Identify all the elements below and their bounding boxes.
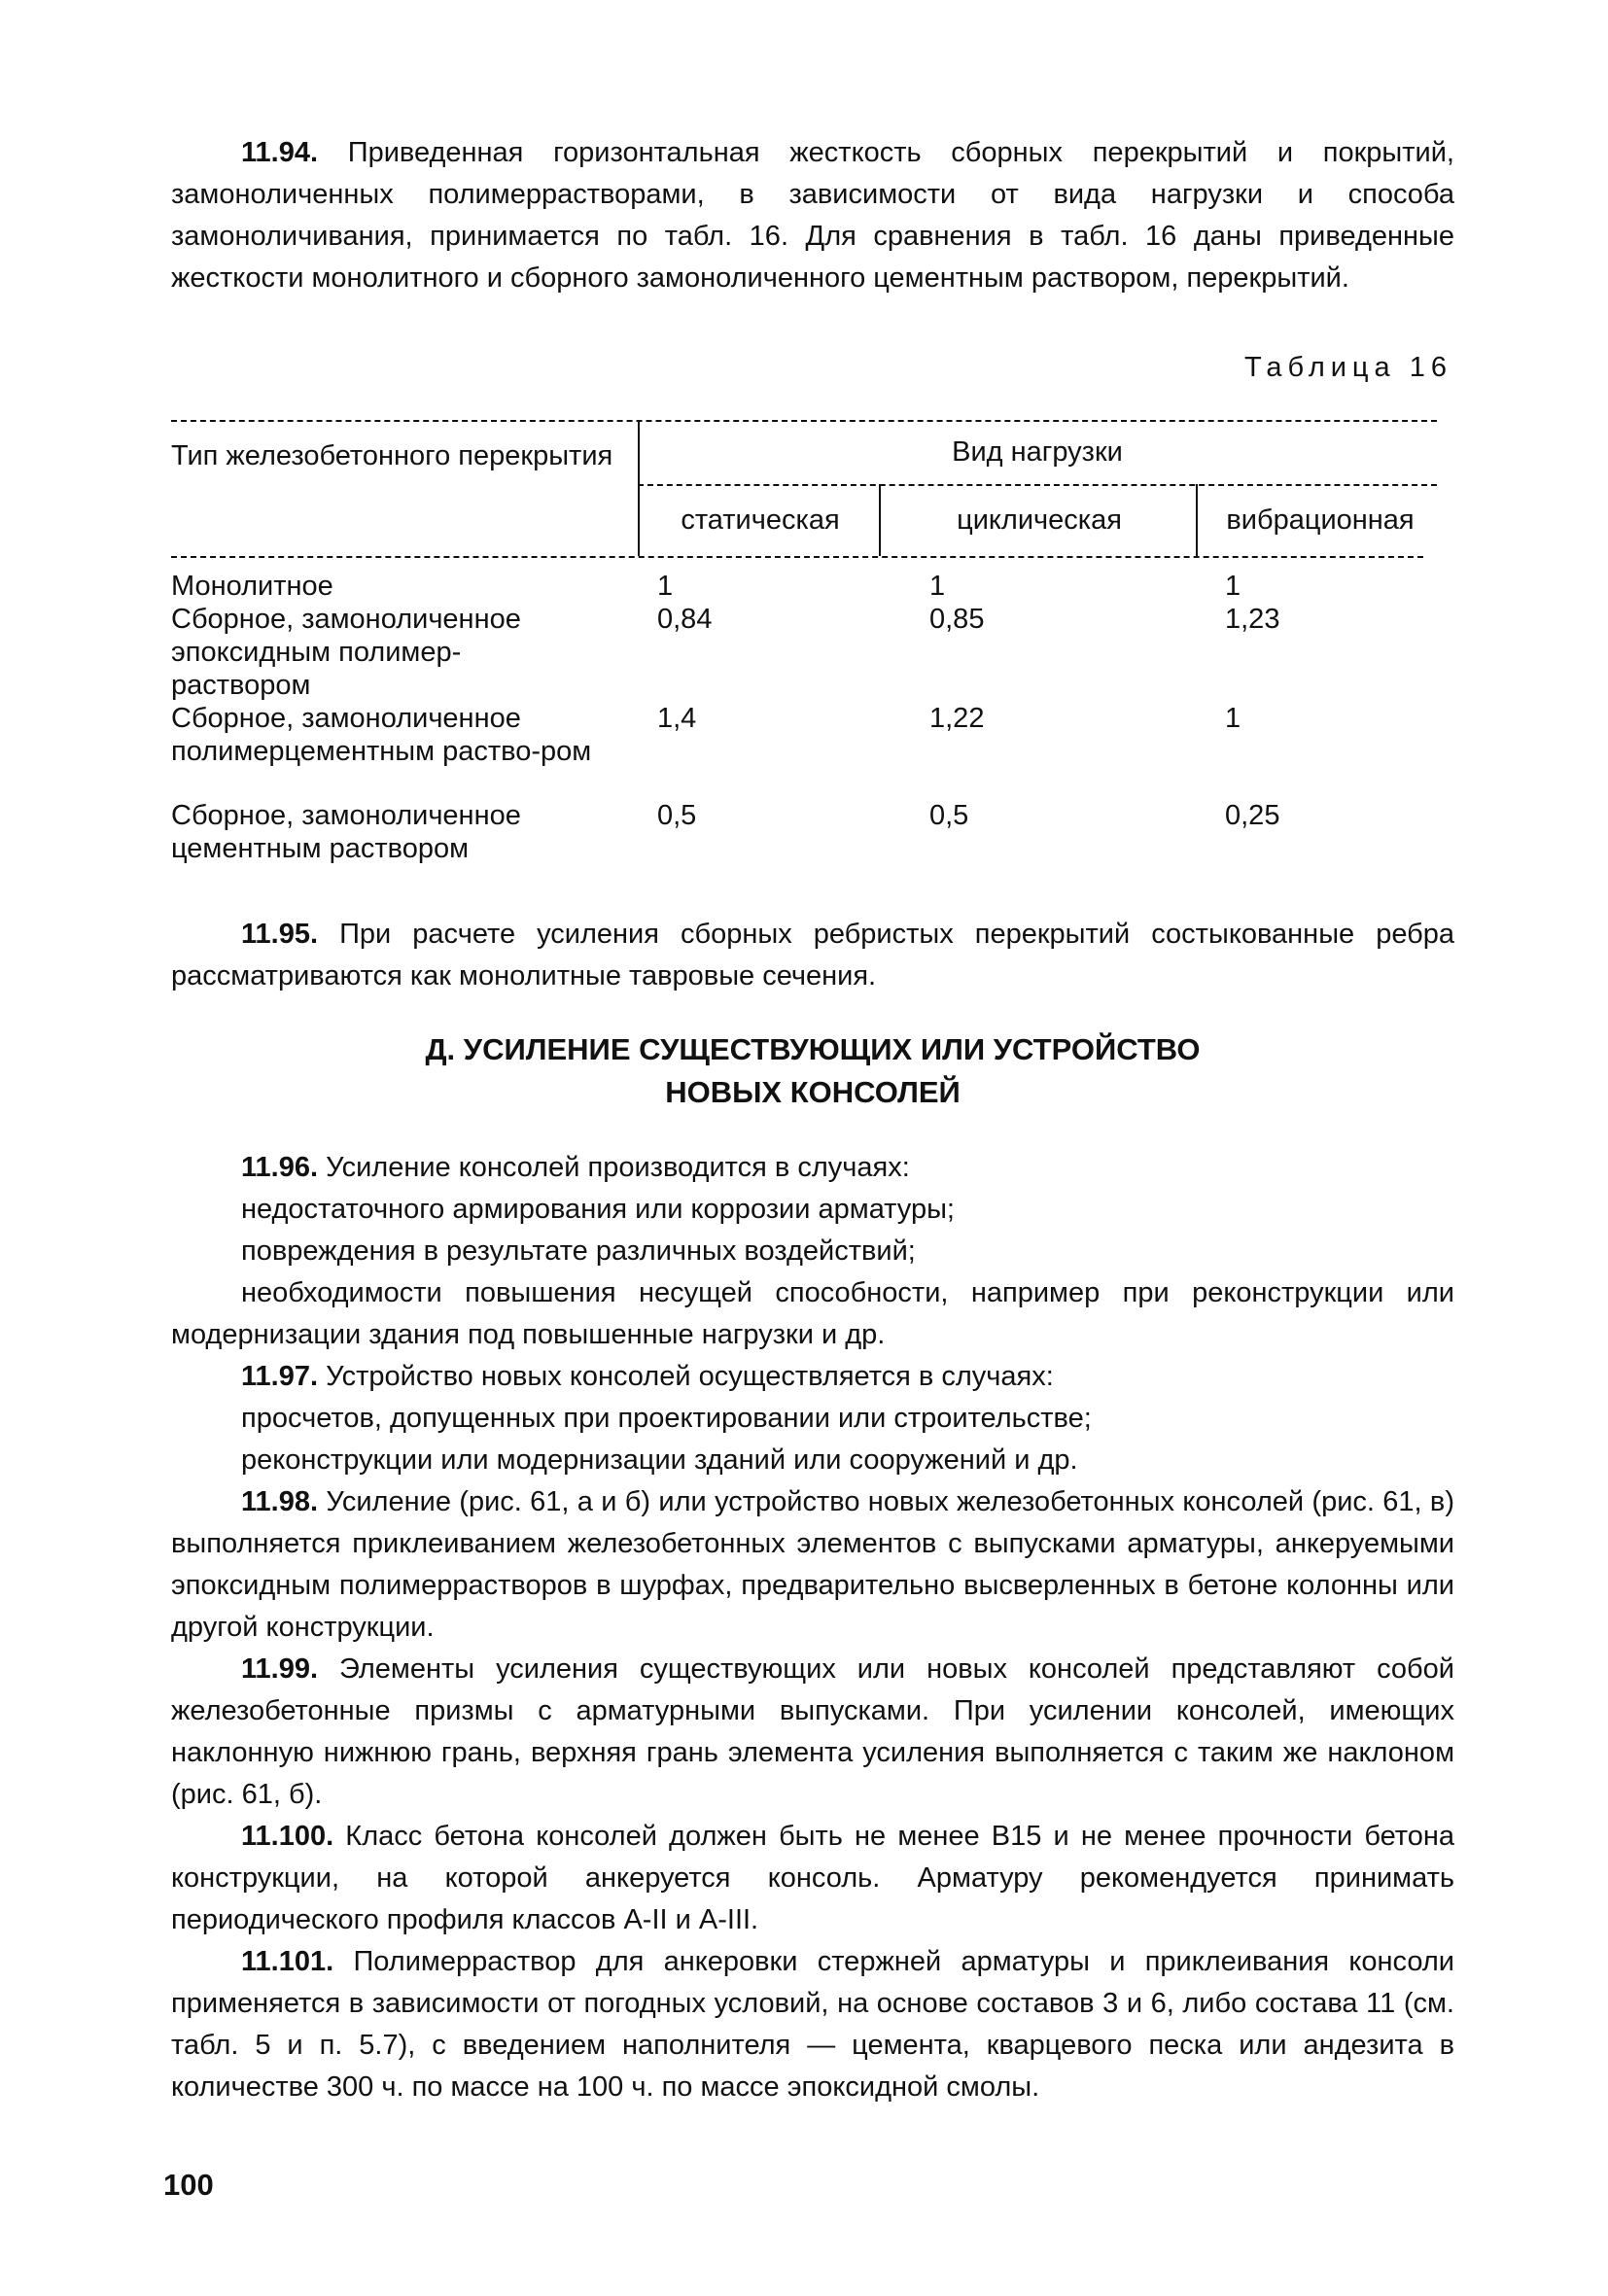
row-type: Сборное, замоноличенное эпоксидным полимер-раствором bbox=[171, 604, 521, 701]
row-static: 0,84 bbox=[657, 604, 713, 635]
paragraph-number: 11.99. bbox=[241, 1653, 319, 1685]
table-column-divider bbox=[1196, 484, 1198, 556]
paragraph-text: При расчете усиления сборных ребристых перекрытий состыкованные ребра рассматриваются как монолитные тавровые сечения. bbox=[171, 919, 1454, 991]
paragraph-text: Полимерраствор для анкеровки стержней арматуры и приклеивания консоли применяется в зависимости от погодных условий, на основе составов 3 и 6, либо состава 11 (см. табл. 5 и п. 5.7), с введением наполнителя — цемента, кварцевого песка или андезита в количестве 300 ч. по массе на 100 ч. по массе эпоксидной смолы. bbox=[171, 1946, 1454, 2103]
column-group-header: Вид нагрузки bbox=[952, 436, 1123, 468]
list-item: недостаточного армирования или коррозии арматуры; bbox=[241, 1194, 955, 1225]
table-header-rule bbox=[171, 556, 1423, 558]
column-header-vibration: вибрационная bbox=[1226, 504, 1415, 536]
row-cyclic: 0,5 bbox=[929, 800, 969, 831]
paragraph-11-96 bbox=[171, 1147, 1454, 2108]
paragraph-text: Усиление консолей производится в случаях: bbox=[326, 1152, 910, 1183]
section-title-line-1: Д. УСИЛЕНИЕ СУЩЕСТВУЮЩИХ ИЛИ УСТРОЙСТВО bbox=[425, 1032, 1201, 1066]
paragraph-11-97 bbox=[171, 1356, 1454, 1398]
row-cyclic: 1 bbox=[929, 571, 946, 602]
paragraph-text: Класс бетона консолей должен быть не менее В15 и не менее прочности бетона конструкции, на которой анкеруется консоль. Арматуру рекомендуется принимать периодического профиля классов А-II и А-III. bbox=[171, 1821, 1454, 1935]
paragraph-number: 11.96. bbox=[241, 1152, 319, 1183]
paragraph-number: 11.101. bbox=[241, 1946, 334, 1977]
row-static: 1 bbox=[657, 571, 674, 602]
paragraph-11-99 bbox=[171, 1649, 1454, 1816]
column-header-type: Тип железобетонного перекрытия bbox=[171, 440, 613, 471]
paragraph-number: 11.95. bbox=[241, 919, 319, 950]
table-column-divider bbox=[879, 484, 881, 556]
row-cyclic: 1,22 bbox=[929, 703, 985, 734]
table-16 bbox=[171, 420, 1456, 877]
paragraph-text: Усиление (рис. 61, а и б) или устройство новых железобетонных консолей (рис. 61, в) выполняется приклеиванием железобетонных элементов с выпусками арматуры, анкеруемыми эпоксидным полимеррастворов в шурфах, предварительно высверленных в бетоне колонны или другой конструкции. bbox=[171, 1486, 1454, 1643]
row-vibration: 1 bbox=[1225, 703, 1241, 734]
paragraph-number: 11.100. bbox=[241, 1821, 334, 1852]
section-title-line-2: НОВЫХ КОНСОЛЕЙ bbox=[665, 1075, 961, 1109]
paragraph-11-100 bbox=[171, 1816, 1454, 1941]
paragraph-11-95 bbox=[171, 914, 1454, 997]
list-item: реконструкции или модернизации зданий или сооружений и др. bbox=[241, 1444, 1078, 1476]
paragraph-11-94 bbox=[171, 132, 1454, 299]
table-group-rule bbox=[638, 484, 1437, 486]
list-item: повреждения в результате различных воздействий; bbox=[241, 1235, 916, 1267]
column-header-static: статическая bbox=[681, 504, 840, 536]
page-number: 100 bbox=[163, 2168, 214, 2202]
row-type: Сборное, замоноличенное полимерцементным раство-ром bbox=[171, 703, 592, 767]
row-vibration: 1,23 bbox=[1225, 604, 1280, 635]
table-top-rule bbox=[171, 420, 1437, 422]
paragraph-11-98 bbox=[171, 1481, 1454, 1649]
row-type: Сборное, замоноличенное цементным раствором bbox=[171, 800, 521, 864]
paragraph-text: Устройство новых консолей осуществляется в случаях: bbox=[326, 1361, 1054, 1392]
row-type: Монолитное bbox=[171, 571, 333, 602]
row-vibration: 0,25 bbox=[1225, 800, 1280, 831]
row-static: 0,5 bbox=[657, 800, 697, 831]
row-cyclic: 0,85 bbox=[929, 604, 985, 635]
list-item: просчетов, допущенных при проектировании или строительстве; bbox=[241, 1403, 1092, 1434]
list-item: необходимости повышения несущей способности, например при реконструкции или модернизации здания под повышенные нагрузки и др. bbox=[171, 1277, 1454, 1350]
column-header-cyclic: циклическая bbox=[957, 504, 1122, 536]
row-vibration: 1 bbox=[1225, 571, 1241, 602]
paragraph-number: 11.98. bbox=[241, 1486, 319, 1517]
table-caption: Таблица 16 bbox=[1243, 352, 1452, 383]
row-static: 1,4 bbox=[657, 703, 697, 734]
paragraph-11-101 bbox=[171, 1941, 1454, 2108]
paragraph-text: Приведенная горизонтальная жесткость сборных перекрытий и покрытий, замоноличенных полимеррастворами, в зависимости от вида нагрузки и способа замоноличивания, принимается по табл. 16. Для сравнения в табл. 16 даны приведенные жесткости монолитного и сборного замоноличенного цементным раствором, перекрытий. bbox=[171, 137, 1454, 294]
paragraph-text: Элементы усиления существующих или новых консолей представляют собой железобетонные призмы с арматурными выпусками. При усилении консолей, имеющих наклонную нижнюю грань, верхняя грань элемента усиления выполняется с таким же наклоном (рис. 61, б). bbox=[171, 1653, 1454, 1810]
paragraph-number: 11.94. bbox=[241, 137, 319, 168]
paragraph-number: 11.97. bbox=[241, 1361, 319, 1392]
paragraph-lead bbox=[171, 1147, 1454, 1189]
